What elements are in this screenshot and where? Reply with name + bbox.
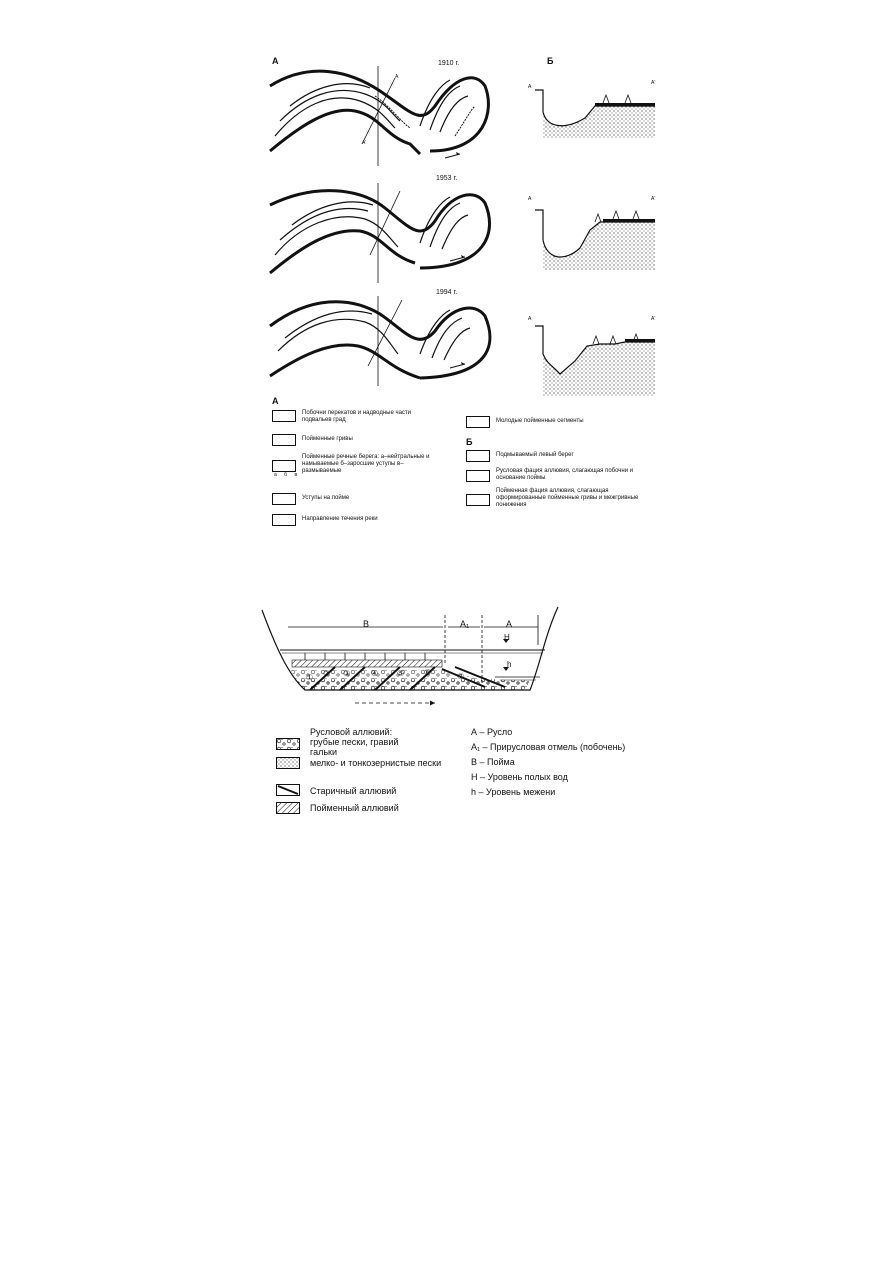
legend-text-channel: – Русло	[477, 727, 513, 737]
sequence-1: ①	[306, 673, 314, 682]
bank-sublabels	[274, 472, 300, 478]
legend-a-item-2: Пойменные гривы	[302, 436, 353, 442]
legend-text-point-bar: – Прирусловая отмель (побочень)	[480, 742, 626, 752]
sequence-5: ⑤	[397, 669, 405, 678]
bank-sublabel-b: б	[284, 472, 291, 478]
cross-section-1994	[525, 316, 655, 396]
legend-key-high-water: Н	[471, 772, 478, 782]
cross-section-1910	[525, 78, 655, 138]
sequence-3: ③	[343, 669, 351, 678]
legend-low-water	[471, 787, 671, 797]
section-b-start-1994: А	[528, 316, 532, 322]
zone-channel-label: А	[506, 619, 513, 629]
year-label-1953: 1953 г.	[436, 175, 458, 182]
year-label-1910: 1910 г.	[438, 60, 460, 67]
section-end-1910: А'	[362, 140, 367, 146]
valley-cross-section	[260, 605, 570, 715]
scarp-swatch	[272, 493, 296, 505]
zone-floodplain-label: В	[363, 619, 370, 629]
legend-text-high-water: – Уровень полых вод	[477, 772, 568, 782]
legend-key-floodplain: В	[471, 757, 478, 767]
legend-a-item-3: Пойменные речные берега: а–нейтральные и намываемые б–заросшие уступы в–размываемые	[302, 454, 430, 474]
legend-a-item-4: Уступы на пойме	[302, 495, 350, 501]
legend-a-header: А	[272, 396, 279, 406]
section-b-end-1910: А'	[651, 80, 656, 86]
legend-high-water	[471, 772, 671, 782]
meander-map-1910	[270, 66, 515, 166]
high-water-label: H	[504, 633, 510, 642]
section-b-start-1953: А	[528, 196, 532, 202]
legend-floodplain	[471, 757, 671, 767]
meander-map-1994	[270, 296, 515, 386]
sequence-2: ②	[323, 669, 331, 678]
sequence-4: ④	[371, 669, 379, 678]
bank-sublabel-c: в	[294, 472, 301, 478]
floodplain-alluvium-swatch	[276, 802, 300, 814]
legend-oxbow-alluvium: Старичный аллювий	[310, 786, 397, 796]
section-b-end-1953: А'	[651, 196, 656, 202]
bank-types-swatch	[272, 460, 296, 472]
legend-b-header: Б	[466, 437, 473, 447]
legend-key-point-bar: А₁	[471, 742, 481, 752]
legend-b-item-2: Русловая фация аллювия, слагающая побочни и основание поймы	[496, 468, 634, 481]
legend-key-channel: А	[471, 727, 478, 737]
low-water-label: h	[507, 660, 512, 669]
legend-a-item-5: Направление течения реки	[302, 516, 378, 522]
legend-text-low-water: – Уровень межени	[476, 787, 556, 797]
legend-coarse-alluvium: Русловой аллювий: грубые пески, гравий гальки	[310, 727, 399, 757]
legend-a-item-1: Побочни перекатов и надводные части подвальев град	[302, 410, 412, 423]
legend-point-bar	[471, 742, 671, 752]
channel-facies-swatch	[466, 470, 490, 482]
coarse-alluvium-swatch	[276, 738, 300, 750]
panel-b-label: Б	[547, 56, 554, 66]
ridge-swatch	[272, 434, 296, 446]
legend-floodplain-alluvium: Пойменный аллювий	[310, 803, 399, 813]
sequence-7: ⑦	[457, 672, 465, 681]
bank-sublabel-a: а	[274, 472, 280, 478]
fine-sand-swatch	[276, 757, 300, 769]
bar-head-swatch	[272, 410, 296, 422]
year-label-1994: 1994 г.	[436, 289, 458, 296]
section-b-start-1910: А	[528, 84, 532, 90]
young-segments-swatch	[466, 416, 490, 428]
legend-b-item-3: Пойменная фация аллювия, слагающая оформированные пойменные гривы и межгривные понижения	[496, 488, 639, 508]
legend-fine-sand: мелко- и тонкозернистые пески	[310, 758, 442, 768]
flow-arrow-swatch	[272, 514, 296, 526]
zone-point-bar-label: А₁	[460, 619, 470, 629]
legend-b-item-1: Подмываемый левый берег	[496, 452, 574, 458]
legend-text-floodplain: – Пойма	[477, 757, 515, 767]
sequence-6: ⑥	[424, 668, 432, 677]
legend-right	[471, 727, 671, 797]
legend-key-low-water: h	[471, 787, 477, 797]
section-start-1910: А	[395, 74, 399, 80]
cross-section-1953	[525, 200, 655, 270]
floodplain-facies-swatch	[466, 494, 490, 506]
meander-map-1953	[270, 183, 515, 283]
section-b-end-1994: А'	[651, 316, 656, 322]
panel-a-label: А	[272, 56, 279, 66]
legend-b-top-item: Молодые пойменные сегменты	[496, 418, 584, 424]
legend-channel	[471, 727, 671, 737]
oxbow-alluvium-swatch	[276, 784, 300, 796]
eroded-bank-swatch	[466, 450, 490, 462]
